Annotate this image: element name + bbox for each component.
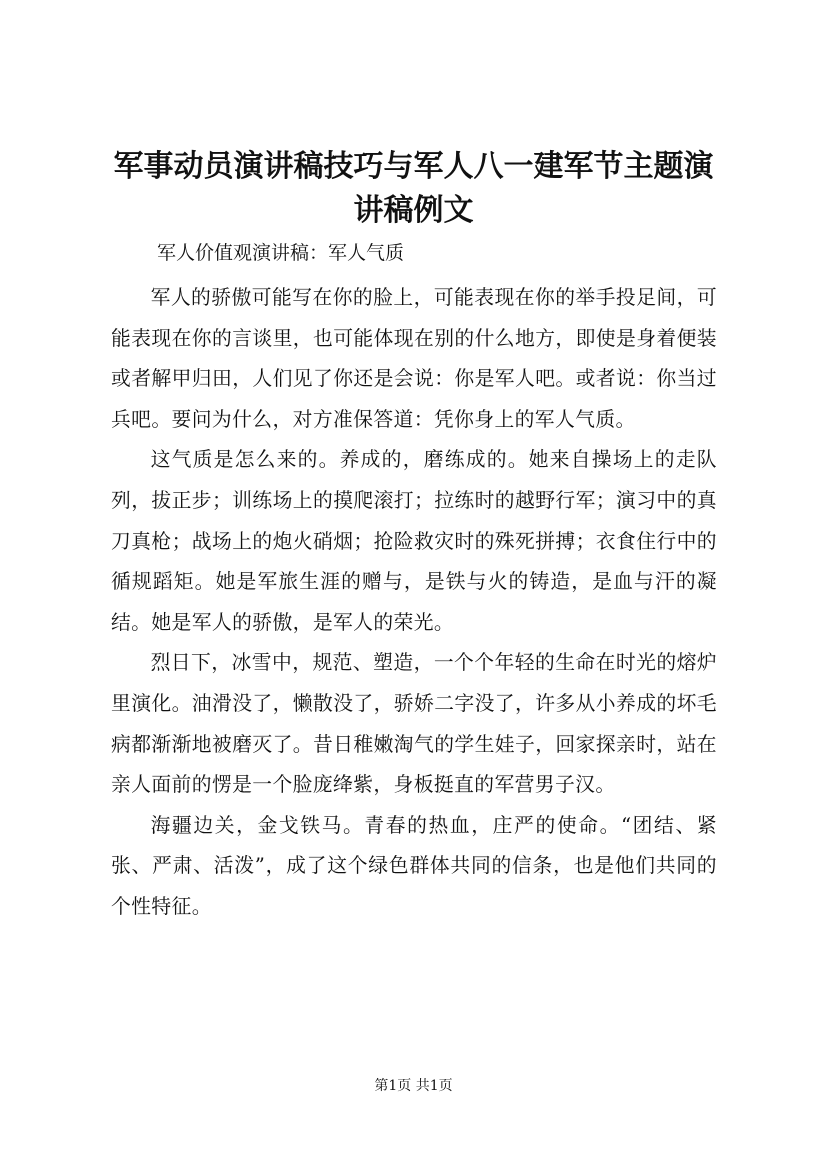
document-title: 军事动员演讲稿技巧与军人八一建军节主题演讲稿例文: [113, 149, 714, 228]
paragraph: 烈日下，冰雪中，规范、塑造，一个个年轻的生命在时光的熔炉里演化。油滑没了，懒散没了，骄娇二字没了，许多从小养成的坏毛病都渐渐地被磨灭了。昔日稚嫩淘气的学生娃子，回家探亲时，站在亲人面前的愣是一个脸庞绛紫，身板挺直的军营男子汉。: [111, 651, 717, 797]
paragraph: 这气质是怎么来的。养成的，磨练成的。她来自操场上的走队列，拔正步；训练场上的摸爬滚打；拉练时的越野行军；演习中的真刀真枪；战场上的炮火硝烟；抢险救灾时的殊死拼搏；衣食住行中的循规蹈矩。她是军旅生涯的赠与，是铁与火的铸造，是血与汗的凝结。她是军人的骄傲，是军人的荣光。: [111, 448, 717, 634]
page-footer: 第1页 共1页: [374, 1078, 453, 1094]
document-body: [111, 278, 717, 928]
document-subtitle: 军人价值观演讲稿：军人气质: [157, 242, 405, 264]
paragraph: 海疆边关，金戈铁马。青春的热血，庄严的使命。“团结、紧张、严肃、活泼”，成了这个绿色群体共同的信条，也是他们共同的个性特征。: [111, 813, 717, 918]
paragraph: 军人的骄傲可能写在你的脸上，可能表现在你的举手投足间，可能表现在你的言谈里，也可能体现在别的什么地方，即使是身着便装或者解甲归田，人们见了你还是会说：你是军人吧。或者说：你当过兵吧。要问为什么，对方准保答道：凭你身上的军人气质。: [111, 286, 717, 431]
